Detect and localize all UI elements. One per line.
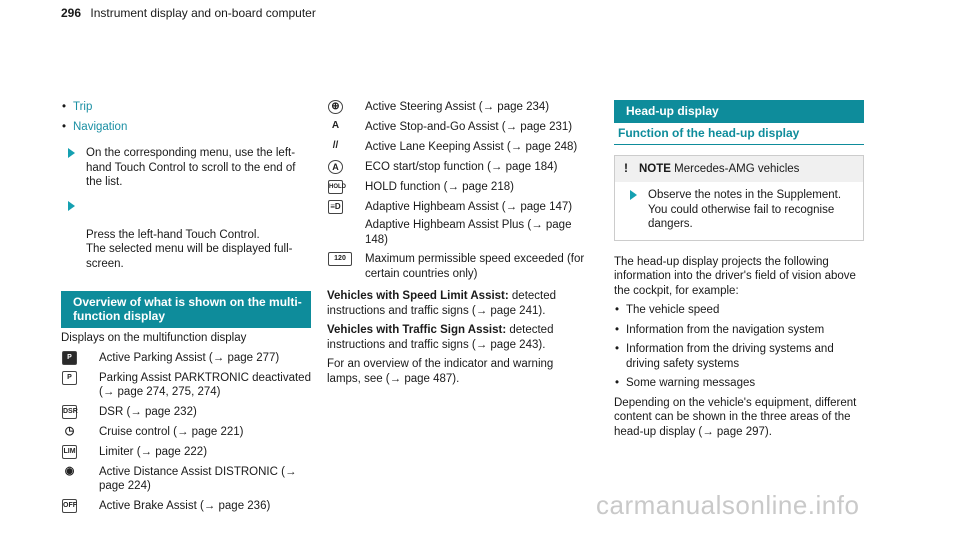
max-speed-icon: 120	[328, 252, 352, 266]
trip-link[interactable]: Trip	[73, 101, 93, 113]
highbeam-assist-icon: ≡D	[328, 200, 343, 214]
left-column	[61, 100, 311, 519]
display-item	[61, 405, 311, 420]
limiter-icon: LIM	[62, 445, 77, 459]
display-item	[61, 465, 311, 494]
instruction-step	[61, 146, 311, 190]
display-item	[61, 445, 311, 460]
list-item-text: Some warning messages	[626, 377, 756, 389]
watermark: carmanualsonline.info	[596, 490, 860, 520]
instruction-step	[623, 188, 855, 232]
instruction-step	[61, 199, 311, 272]
stop-and-go-icon: A	[331, 120, 340, 131]
item-text: Adaptive Highbeam Assist Plus (→ page 148)	[365, 219, 572, 246]
page-number: 296	[61, 6, 82, 20]
list-item-text: Information from the driving systems and driving safety systems	[626, 343, 834, 370]
traffic-sign-assist-label: Vehicles with Traffic Sign Assist:	[327, 324, 507, 336]
item-text: Adaptive Highbeam Assist (→ page 147)	[365, 201, 573, 213]
traffic-sign-assist-paragraph	[327, 323, 589, 352]
display-item	[327, 120, 589, 135]
list-item	[614, 342, 864, 371]
list-item	[61, 120, 311, 135]
paragraph-text: detected instructions and traffic signs (→ page 241).	[327, 290, 557, 317]
list-item	[61, 100, 311, 115]
display-item	[327, 140, 589, 155]
intro-text: The head-up display projects the following information into the driver's field of vision above the cockpit, for example:	[614, 255, 856, 297]
brake-assist-off-icon: OFF	[62, 499, 77, 513]
display-item-text	[327, 218, 589, 247]
list-item	[614, 303, 864, 318]
subsection-title: Function of the head-up display	[614, 123, 864, 145]
cruise-control-icon: ◷	[64, 424, 75, 437]
item-text: Active Parking Assist (→ page 277)	[99, 351, 280, 364]
eco-start-stop-icon: A	[328, 160, 343, 174]
navigation-link[interactable]: Navigation	[73, 120, 128, 133]
display-item	[327, 100, 589, 115]
item-text: Active Stop-and-Go Assist (→ page 231)	[365, 121, 573, 133]
steering-assist-icon: ⊕	[328, 100, 343, 114]
section-title-head-up-display: Head-up display	[614, 100, 864, 123]
distance-assist-icon: ◉	[64, 464, 75, 477]
intro-text: Displays on the multifunction display	[61, 332, 247, 344]
display-item	[327, 160, 589, 175]
parktronic-off-icon: P	[62, 371, 77, 385]
warning-icon: !	[624, 160, 628, 175]
page-header	[61, 6, 316, 21]
item-text: Active Distance Assist DISTRONIC (→ page 224)	[99, 465, 297, 492]
step-text: Press the left-hand Touch Control. The selected menu will be displayed full-screen.	[86, 228, 293, 270]
list-item	[614, 376, 864, 391]
list-item	[614, 323, 864, 338]
note-label: NOTE	[639, 162, 671, 175]
note-header	[615, 156, 863, 183]
display-item	[327, 180, 589, 195]
step-arrow-icon	[68, 148, 75, 158]
item-text: HOLD function (→ page 218)	[365, 181, 514, 193]
item-text: ECO start/stop function (→ page 184)	[365, 161, 558, 173]
speed-limit-assist-label: Vehicles with Speed Limit Assist:	[327, 290, 509, 302]
note-box	[614, 155, 864, 241]
speed-limit-assist-paragraph	[327, 289, 589, 318]
list-item-text: The vehicle speed	[626, 304, 720, 316]
item-text: Active Steering Assist (→ page 234)	[365, 101, 550, 113]
dsr-icon: DSR	[62, 405, 77, 419]
display-item	[327, 200, 589, 215]
step-text: Observe the notes in the Supplement. You could otherwise fail to recognise dangers.	[648, 189, 842, 230]
display-item	[327, 252, 589, 281]
note-body	[615, 182, 863, 240]
display-item	[61, 425, 311, 440]
active-parking-assist-icon: P	[62, 351, 77, 365]
lane-keeping-icon: //	[332, 140, 339, 151]
page-title: Instrument display and on-board computer	[90, 6, 316, 20]
item-text: Cruise control (→ page 221)	[99, 425, 244, 438]
step-arrow-icon	[630, 190, 637, 200]
item-text: DSR (→ page 232)	[99, 405, 197, 418]
item-text: Maximum permissible speed exceeded (for certain countries only)	[365, 253, 585, 280]
display-item	[61, 351, 311, 366]
display-item	[61, 499, 311, 514]
paragraph-text: detected instructions and traffic signs (→ page 243).	[327, 324, 554, 351]
item-text: Limiter (→ page 222)	[99, 445, 208, 458]
section-title-overview: Overview of what is shown on the multi-function display	[61, 291, 311, 328]
item-text: Active Brake Assist (→ page 236)	[99, 499, 271, 512]
note-title: Mercedes-AMG vehicles	[674, 162, 800, 175]
display-item	[61, 371, 311, 400]
step-text: On the corresponding menu, use the left-hand Touch Control to scroll to the end of the list.	[86, 147, 296, 188]
overview-paragraph: For an overview of the indicator and warning lamps, see (→ page 487).	[327, 358, 554, 385]
list-item-text: Information from the navigation system	[626, 323, 825, 336]
outro-text: Depending on the vehicle's equipment, different content can be shown in the three areas of the head-up display (→ page 297).	[614, 396, 857, 438]
right-column	[614, 100, 864, 444]
hold-icon: HOLD	[328, 180, 343, 194]
item-text: Parking Assist PARKTRONIC deactivated (→ page 274, 275, 274)	[99, 371, 311, 398]
item-text: Active Lane Keeping Assist (→ page 248)	[365, 141, 578, 153]
step-arrow-icon	[68, 201, 75, 211]
middle-column	[327, 100, 589, 391]
